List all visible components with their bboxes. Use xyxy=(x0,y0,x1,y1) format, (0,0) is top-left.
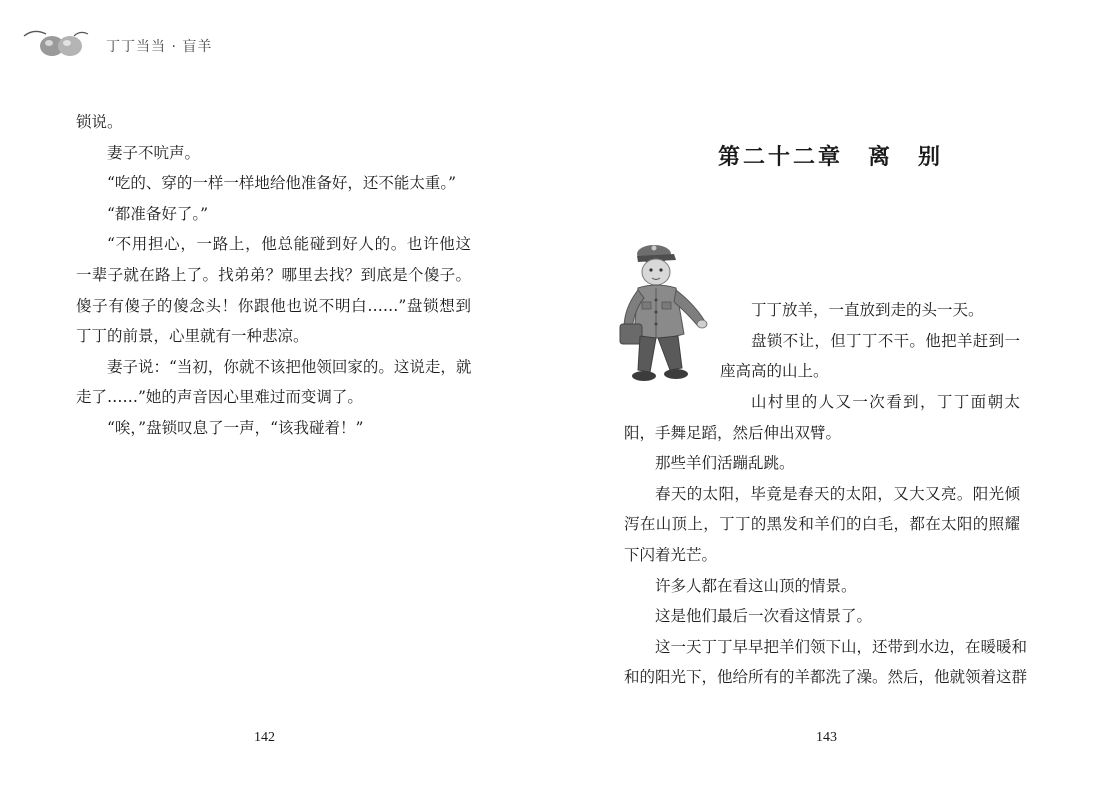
text-line: 这一天丁丁早早把羊们领下山，还带到水边，在暖暖和 xyxy=(655,638,1028,656)
text-line: 座高高的山上。 xyxy=(720,362,829,380)
text-line: 丁丁的前景，心里就有一种悲凉。 xyxy=(76,327,309,345)
text-line: 阳，手舞足蹈，然后伸出双臂。 xyxy=(624,424,842,442)
text-line: 丁丁放羊，一直放到走的头一天。 xyxy=(751,301,984,319)
page-number: 142 xyxy=(254,730,275,745)
text-line: 和的阳光下，他给所有的羊都洗了澡。然后，他就领着这群 xyxy=(624,668,1028,686)
text-line: 妻子说：“当初，你就不该把他领回家的。这说走，就 xyxy=(107,358,472,376)
boy-illustration xyxy=(618,238,728,386)
text-line: 许多人都在看这山顶的情景。 xyxy=(655,577,857,595)
text-line: “唉，”盘锁叹息了一声，“该我碰着！” xyxy=(107,419,364,437)
text-line: 山村里的人又一次看到，丁丁面朝太 xyxy=(751,393,1020,411)
series-title: 丁丁当当 · 盲羊 xyxy=(106,39,213,55)
text-line: 傻子有傻子的傻念头！你跟他也说不明白……”盘锁想到 xyxy=(76,297,471,315)
text-line: 春天的太阳，毕竟是春天的太阳，又大又亮。阳光倾 xyxy=(655,485,1020,503)
page-number: 143 xyxy=(816,730,837,745)
text-line: “都准备好了。” xyxy=(107,205,209,223)
text-line: 走了……”她的声音因心里难过而变调了。 xyxy=(76,388,363,406)
text-line: 这是他们最后一次看这情景了。 xyxy=(655,607,873,625)
text-line: 盘锁不让，但丁丁不干。他把羊赶到一 xyxy=(751,332,1020,350)
text-line: 锁说。 xyxy=(76,113,123,131)
text-line: 那些羊们活蹦乱跳。 xyxy=(655,454,795,472)
text-line: “不用担心，一路上，他总能碰到好人的。也许他这 xyxy=(107,235,471,253)
text-line: 一辈子就在路上了。找弟弟？哪里去找？到底是个傻子。 xyxy=(76,266,471,284)
text-line: 妻子不吭声。 xyxy=(107,144,201,162)
text-line: 泻在山顶上，丁丁的黑发和羊们的白毛，都在太阳的照耀 xyxy=(624,515,1020,533)
chapter-title: 第二十二章 离 别 xyxy=(718,144,944,170)
right-page xyxy=(548,0,1096,786)
text-line: “吃的、穿的一样一样地给他准备好，还不能太重。” xyxy=(107,174,457,192)
text-line: 下闪着光芒。 xyxy=(624,546,718,564)
